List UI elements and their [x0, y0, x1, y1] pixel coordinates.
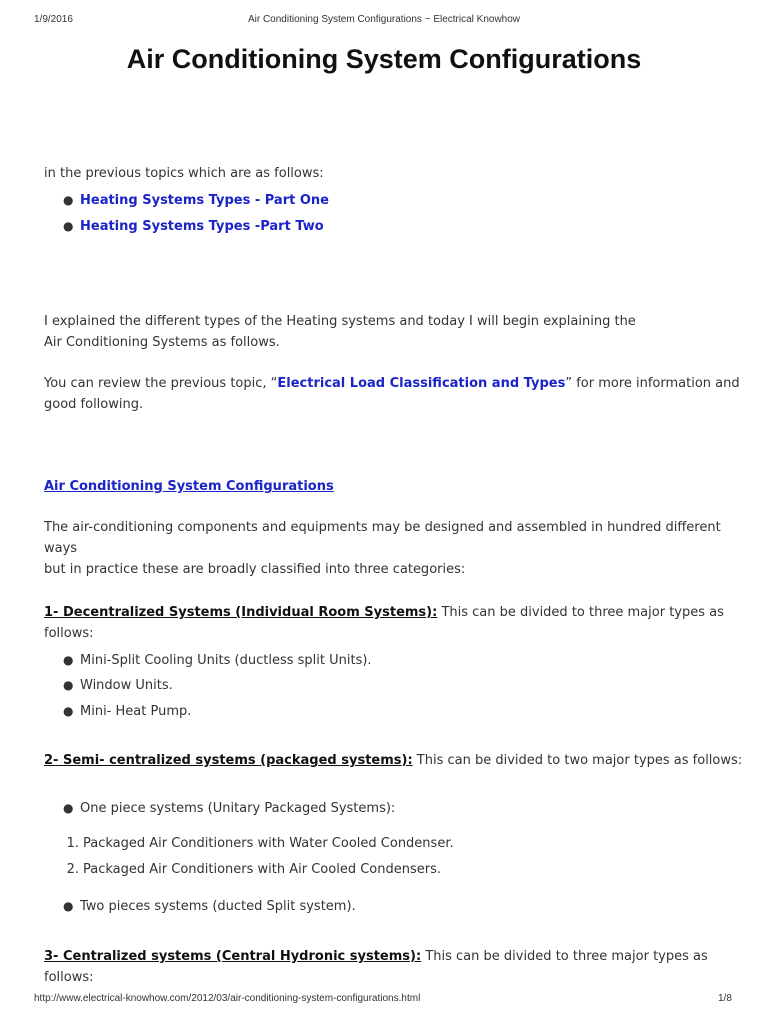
paragraph-heating-recap: [44, 311, 744, 353]
category-2-heading: 2- Semi- centralized systems (packaged systems):: [44, 753, 413, 768]
intro-text: in the previous topics which are as follows:: [44, 166, 324, 181]
print-url: http://www.electrical-knowhow.com/2012/03/air-conditioning-system-configurations.html: [34, 993, 421, 1004]
print-page-title: Air Conditioning System Configurations ~ Electrical Knowhow: [247, 14, 521, 25]
bullet-icon: ●: [63, 653, 74, 667]
category-1: [44, 602, 744, 644]
list-item-text: One piece systems (Unitary Packaged Systems):: [80, 801, 396, 816]
category-2: [44, 750, 744, 771]
paragraph-categories: [44, 517, 744, 580]
list-item: [63, 899, 356, 914]
category-1-text: This can be divided to three major types as follows:: [44, 605, 724, 641]
paragraph-review: [44, 373, 744, 415]
bullet-icon: ●: [63, 219, 74, 233]
bullet-icon: ●: [63, 678, 74, 692]
paragraph-line: I explained the different types of the Heating systems and today I will begin explaining the: [44, 314, 636, 329]
numbered-item: [66, 836, 454, 851]
review-text-before: You can review the previous topic, “: [44, 376, 278, 391]
link-electrical-load[interactable]: Electrical Load Classification and Types: [277, 376, 566, 391]
print-date: 1/9/2016: [34, 14, 73, 25]
list-item: [63, 678, 173, 693]
numbered-item-text: Packaged Air Conditioners with Air Cooled Condensers.: [83, 862, 441, 877]
list-item: [63, 219, 324, 234]
item-number: 2.: [66, 862, 79, 877]
link-heating-part-one[interactable]: Heating Systems Types - Part One: [80, 193, 329, 208]
list-item-text: Mini- Heat Pump.: [80, 704, 192, 719]
section-link-ac-configurations[interactable]: Air Conditioning System Configurations: [44, 479, 334, 494]
page-title: Air Conditioning System Configurations: [126, 44, 642, 74]
category-3: [44, 946, 744, 988]
bullet-icon: ●: [63, 899, 74, 913]
paragraph-line: Air Conditioning Systems as follows.: [44, 335, 280, 350]
section-heading: [44, 476, 744, 497]
numbered-item-text: Packaged Air Conditioners with Water Cooled Condenser.: [83, 836, 454, 851]
print-page-number: 1/8: [718, 993, 732, 1004]
category-2-text: This can be divided to two major types as follows:: [412, 753, 743, 768]
list-item-text: Window Units.: [80, 678, 173, 693]
list-item: [63, 801, 396, 816]
list-item: [63, 193, 329, 208]
list-item-text: Mini-Split Cooling Units (ductless split Units).: [80, 653, 372, 668]
review-text-line2: good following.: [44, 397, 144, 412]
category-1-heading: 1- Decentralized Systems (Individual Room Systems):: [44, 605, 438, 620]
bullet-icon: ●: [63, 193, 74, 207]
list-item-text: Two pieces systems (ducted Split system).: [80, 899, 356, 914]
bullet-icon: ●: [63, 704, 74, 718]
review-text-after: ” for more information and: [565, 376, 740, 391]
category-3-heading: 3- Centralized systems (Central Hydronic systems):: [44, 949, 422, 964]
item-number: 1.: [66, 836, 79, 851]
bullet-icon: ●: [63, 801, 74, 815]
link-heating-part-two[interactable]: Heating Systems Types -Part Two: [80, 219, 324, 234]
list-item: [63, 704, 192, 719]
paragraph-line: but in practice these are broadly classified into three categories:: [44, 562, 466, 577]
numbered-item: [66, 862, 441, 877]
paragraph-line: The air-conditioning components and equipments may be designed and assembled in hundred different ways: [44, 520, 721, 556]
list-item: [63, 653, 372, 668]
category-3-text: This can be divided to three major types as follows:: [44, 949, 708, 985]
